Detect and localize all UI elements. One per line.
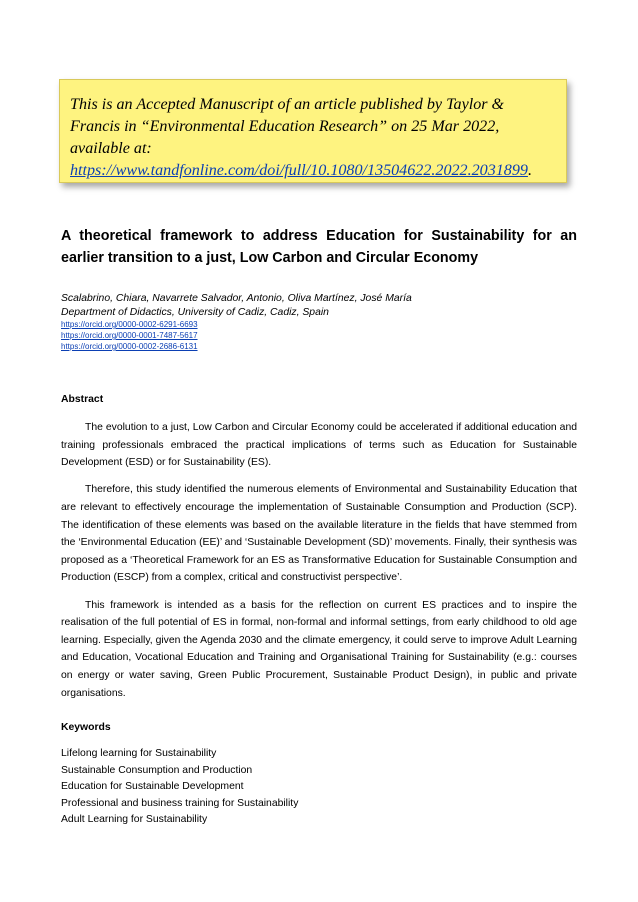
abstract-paragraph: Therefore, this study identified the numerous elements of Environmental and Sustainability Education that are relevant to effectively encourage the implementation of Sustainable Consumption and Production (SCP). The identification of these elements was based on the available literature in the fields that have stemmed from the ‘Environmental Education (EE)’ and ‘Sustainable Development (SD)’ movements. Finally, their synthesis was proposed as a ‘Theoretical Framework for an ES as Transformative Education for Sustainable Consumption and Production (ESCP) from a complex, critical and constructivist perspective’. — [61, 484, 577, 584]
orcid-link[interactable]: https://orcid.org/0000-0002-6291-6693 — [61, 320, 198, 329]
keywords-list — [61, 746, 298, 829]
keyword-item: Education for Sustainable Development — [61, 781, 244, 793]
notice-text: This is an Accepted Manuscript of an article published by Taylor & Francis in “Environmental Education Research” on 25 Mar 2022, available at: — [70, 96, 505, 157]
notice-end: . — [527, 162, 532, 179]
abstract-heading: Abstract — [61, 394, 104, 405]
orcid-list — [61, 319, 198, 352]
abstract-paragraph: This framework is intended as a basis for the reflection on current ES practices and to inspire the realisation of the full potential of ES in formal, non-formal and informal settings, from early childhood to old age learning. Especially, given the Agenda 2030 and the climate emergency, it could serve to improve Adult Learning and Education, Vocational Education and Training and Organisational Training for Sustainability (e.g.: courses on energy or water saving, Green Public Procurement, Sustainable Product Design), in public and private organisations. — [61, 599, 577, 699]
author-affiliation: Department of Didactics, University of Cadiz, Cadiz, Spain — [61, 307, 329, 318]
paper-title: A theoretical framework to address Education for Sustainability for an earlier transition to a just, Low Carbon and Circular Economy — [61, 228, 577, 266]
keyword-item: Adult Learning for Sustainability — [61, 814, 208, 826]
author-block — [61, 292, 577, 320]
manuscript-notice — [59, 79, 567, 183]
abstract-body — [61, 419, 577, 712]
orcid-link[interactable]: https://orcid.org/0000-0002-2686-6131 — [61, 342, 198, 351]
abstract-paragraph: The evolution to a just, Low Carbon and Circular Economy could be accelerated if additional education and training professionals embraced the practical implications of terms such as Education for Sustainable Development (ESD) or for Sustainability (ES). — [61, 422, 577, 469]
orcid-link[interactable]: https://orcid.org/0000-0001-7487-5617 — [61, 331, 198, 340]
keyword-item: Sustainable Consumption and Production — [61, 764, 253, 776]
author-names: Scalabrino, Chiara, Navarrete Salvador, Antonio, Oliva Martínez, José María — [61, 293, 412, 304]
doi-link[interactable]: https://www.tandfonline.com/doi/full/10.1080/13504622.2022.2031899 — [70, 162, 528, 179]
keyword-item: Lifelong learning for Sustainability — [61, 748, 217, 759]
keywords-heading: Keywords — [61, 722, 111, 733]
keyword-item: Professional and business training for Sustainability — [61, 797, 299, 809]
